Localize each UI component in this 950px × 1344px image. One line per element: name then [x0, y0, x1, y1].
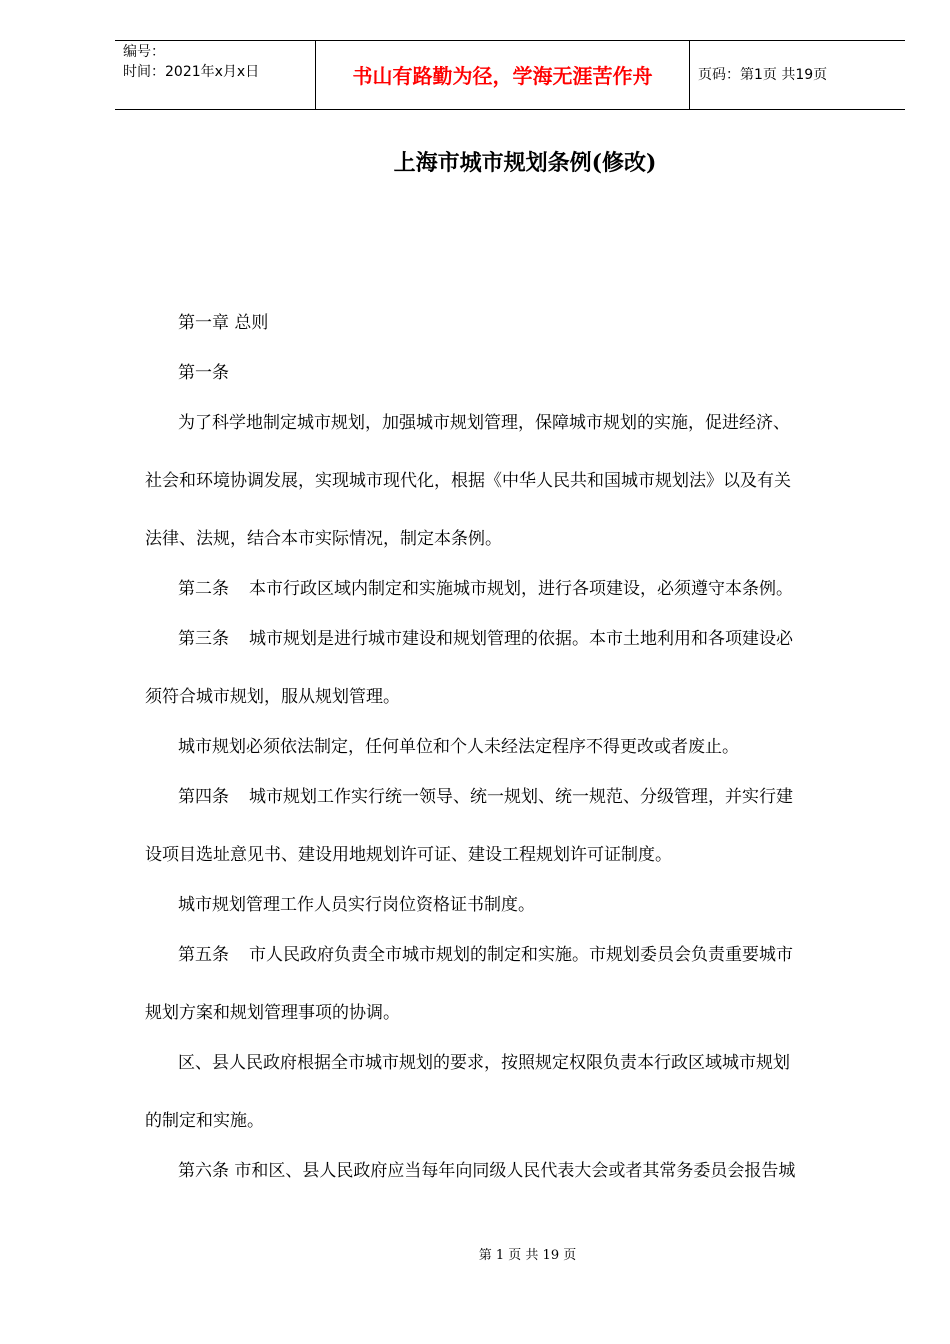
article-2-label: 第二条 [178, 579, 229, 599]
article-1-line-2: 社会和环境协调发展，实现城市现代化，根据《中华人民共和国城市规划法》以及有关 [145, 471, 791, 491]
article-5-label: 第五条 [178, 945, 229, 965]
article-1-line-1: 为了科学地制定城市规划，加强城市规划管理，保障城市规划的实施，促进经济、 [178, 413, 790, 433]
article-5-line-1 [178, 944, 793, 966]
article-1-line-3: 法律、法规，结合本市实际情况，制定本条例。 [145, 529, 502, 549]
article-3-paragraph-2: 城市规划必须依法制定，任何单位和个人未经法定程序不得更改或者废止。 [178, 737, 739, 757]
document-header [115, 40, 905, 110]
chapter-heading: 第一章 总则 [178, 313, 269, 333]
article-3-text-1: 城市规划是进行城市建设和规划管理的依据。本市土地利用和各项建设必 [249, 629, 793, 649]
header-info-cell [115, 41, 316, 109]
article-4-paragraph-2: 城市规划管理工作人员实行岗位资格证书制度。 [178, 895, 535, 915]
document-title: 上海市城市规划条例(修改) [393, 150, 657, 176]
article-4-line-1 [178, 786, 793, 808]
header-page-cell [690, 41, 905, 109]
article-3-line-1 [178, 628, 793, 650]
page-footer: 第 1 页 共 19 页 [478, 1248, 577, 1263]
article-2-line [178, 578, 793, 600]
article-2-text: 本市行政区域内制定和实施城市规划，进行各项建设，必须遵守本条例。 [249, 579, 793, 599]
number-label: 编号： [123, 44, 165, 60]
article-3-label: 第三条 [178, 629, 229, 649]
article-4-text-1: 城市规划工作实行统一领导、统一规划、统一规范、分级管理，并实行建 [249, 787, 793, 807]
page-label: 页码：第1页 共19页 [698, 67, 828, 83]
article-6-line-1: 第六条 市和区、县人民政府应当每年向同级人民代表大会或者其常务委员会报告城 [178, 1161, 796, 1181]
article-3-line-2: 须符合城市规划，服从规划管理。 [145, 687, 400, 707]
article-5-line-2: 规划方案和规划管理事项的协调。 [145, 1003, 400, 1023]
article-5-text-1: 市人民政府负责全市城市规划的制定和实施。市规划委员会负责重要城市 [249, 945, 793, 965]
header-motto-cell [316, 41, 690, 109]
motto-text: 书山有路勤为径，学海无涯苦作舟 [352, 64, 653, 88]
article-5-paragraph-2-line-2: 的制定和实施。 [145, 1111, 264, 1131]
article-4-line-2: 设项目选址意见书、建设用地规划许可证、建设工程规划许可证制度。 [145, 845, 672, 865]
article-1-heading: 第一条 [178, 363, 229, 383]
article-5-paragraph-2-line-1: 区、县人民政府根据全市城市规划的要求，按照规定权限负责本行政区域城市规划 [178, 1053, 790, 1073]
time-label: 时间：2021年x月x日 [123, 64, 260, 80]
article-4-label: 第四条 [178, 787, 229, 807]
